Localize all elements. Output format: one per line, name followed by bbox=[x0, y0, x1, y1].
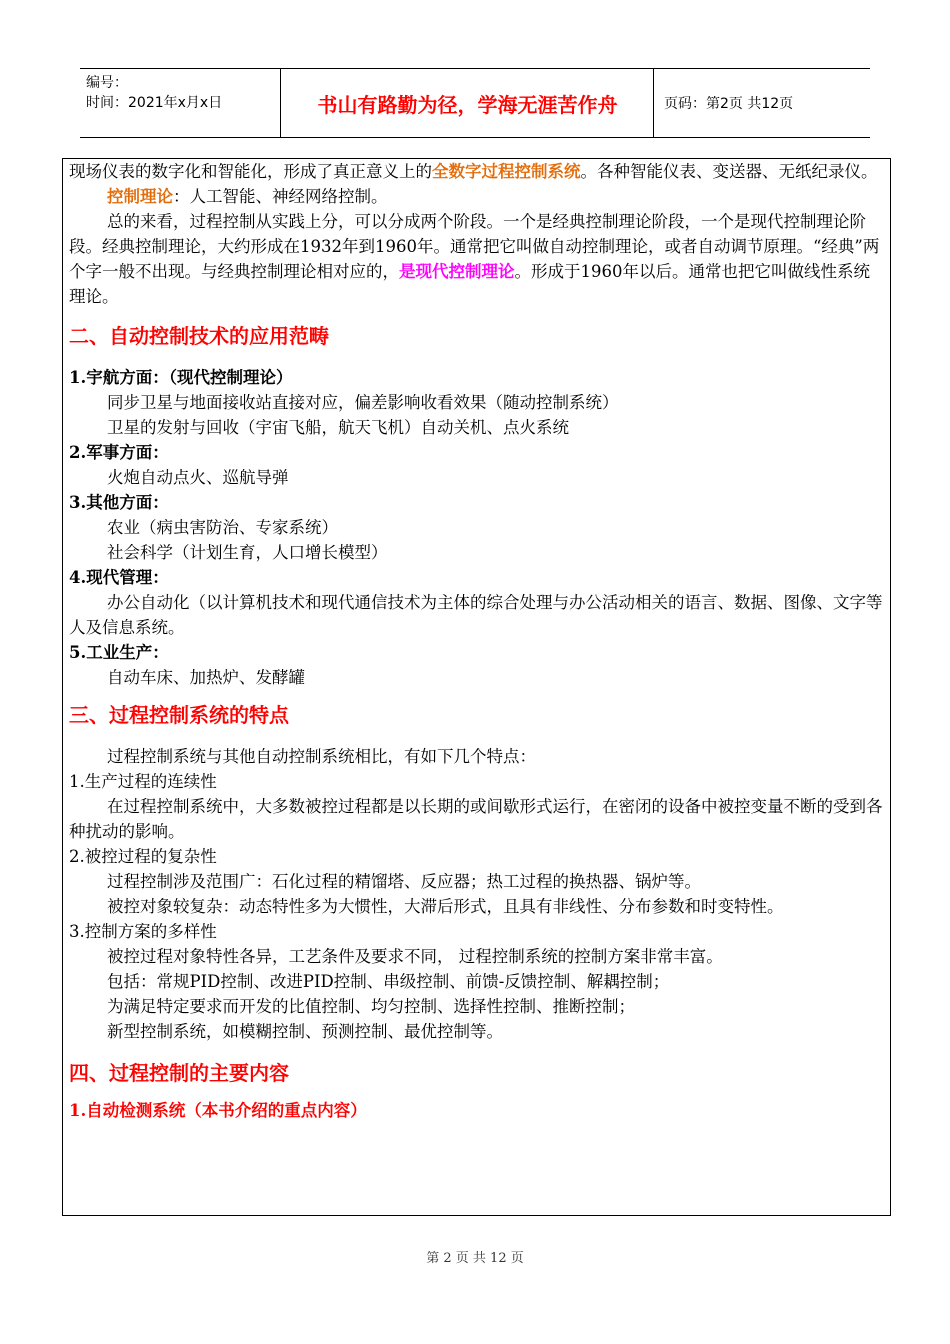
item-line: 社会科学（计划生育，人口增长模型） bbox=[107, 543, 388, 562]
page-footer: 第 2 页 共 12 页 bbox=[426, 1251, 524, 1266]
item-heading-2: 2.军事方面： bbox=[69, 443, 169, 462]
item-line: 办公自动化（以计算机技术和现代通信技术为主体的综合处理与办公活动相关的语言、数据、图像、文字等人及信息系统。 bbox=[69, 593, 883, 637]
highlight-modern-theory: 是现代控制理论 bbox=[399, 262, 515, 281]
item-heading-3: 3.其他方面： bbox=[69, 493, 169, 512]
paragraph-1: 现场仪表的数字化和智能化，形成了真正意义上的全数字过程控制系统。各种智能仪表、变送器、无纸纪录仪。 bbox=[69, 162, 878, 181]
paragraph-3: 总的来看，过程控制从实践上分，可以分成两个阶段。一个是经典控制理论阶段，一个是现代控制理论阶段。经典控制理论，大约形成在1932年到1960年。通常把它叫做自动控制理论，或者自动调节原理。“经典”两个字一般不出现。与经典控制理论相对应的，是现代控制理论。形成于1960年以后。通常也把它叫做线性系统理论。 bbox=[69, 212, 880, 306]
item-heading-4: 4.现代管理： bbox=[69, 568, 169, 587]
paragraph-2: 控制理论：人工智能、神经网络控制。 bbox=[107, 187, 388, 206]
document-header bbox=[80, 68, 870, 138]
item-line: 火炮自动点火、巡航导弹 bbox=[107, 468, 289, 487]
header-page-info: 页码：第2页 共12页 bbox=[664, 96, 794, 112]
feature-line: 被控过程对象特性各异，工艺条件及要求不同， 过程控制系统的控制方案非常丰富。 bbox=[107, 947, 723, 966]
item-heading-1: 1.宇航方面：（现代控制理论） bbox=[69, 368, 293, 387]
content-box bbox=[62, 158, 891, 1216]
feature-heading-2: 2.被控过程的复杂性 bbox=[69, 847, 217, 866]
feature-line: 为满足特定要求而开发的比值控制、均匀控制、选择性控制、推断控制； bbox=[107, 997, 635, 1016]
section-heading-3: 三、过程控制系统的特点 bbox=[69, 703, 289, 727]
feature-line: 在过程控制系统中，大多数被控过程都是以长期的或间歇形式运行，在密闭的设备中被控变量不断的受到各种扰动的影响。 bbox=[69, 797, 883, 841]
feature-line: 过程控制涉及范围广：石化过程的精馏塔、反应器；热工过程的换热器、锅炉等。 bbox=[107, 872, 701, 891]
intro-line: 过程控制系统与其他自动控制系统相比，有如下几个特点： bbox=[107, 747, 536, 766]
control-theory-label: 控制理论 bbox=[107, 187, 173, 206]
section-heading-4: 四、过程控制的主要内容 bbox=[69, 1061, 289, 1085]
number-label: 编号： bbox=[86, 75, 128, 91]
highlight-full-digital: 全数字过程控制系统 bbox=[432, 162, 581, 181]
feature-line: 被控对象较复杂：动态特性多为大惯性，大滞后形式，且具有非线性、分布参数和时变特性。 bbox=[107, 897, 784, 916]
feature-heading-1: 1.生产过程的连续性 bbox=[69, 772, 217, 791]
header-motto: 书山有路勤为径，学海无涯苦作舟 bbox=[282, 69, 654, 137]
item-line: 农业（病虫害防治、专家系统） bbox=[107, 518, 338, 537]
item-line: 自动车床、加热炉、发酵罐 bbox=[107, 668, 305, 687]
feature-line: 包括：常规PID控制、改进PID控制、串级控制、前馈-反馈控制、解耦控制； bbox=[107, 972, 670, 991]
section-heading-2: 二、自动控制技术的应用范畴 bbox=[69, 324, 329, 348]
subheading-auto-detection: 1.自动检测系统（本书介绍的重点内容） bbox=[69, 1101, 367, 1120]
item-line: 同步卫星与地面接收站直接对应，偏差影响收看效果（随动控制系统） bbox=[107, 393, 619, 412]
feature-heading-3: 3.控制方案的多样性 bbox=[69, 922, 217, 941]
item-heading-5: 5.工业生产： bbox=[69, 643, 169, 662]
header-meta bbox=[80, 69, 281, 137]
time-label: 时间：2021年x月x日 bbox=[86, 95, 223, 111]
feature-line: 新型控制系统，如模糊控制、预测控制、最优控制等。 bbox=[107, 1022, 503, 1041]
item-line: 卫星的发射与回收（宇宙飞船，航天飞机）自动关机、点火系统 bbox=[107, 418, 569, 437]
